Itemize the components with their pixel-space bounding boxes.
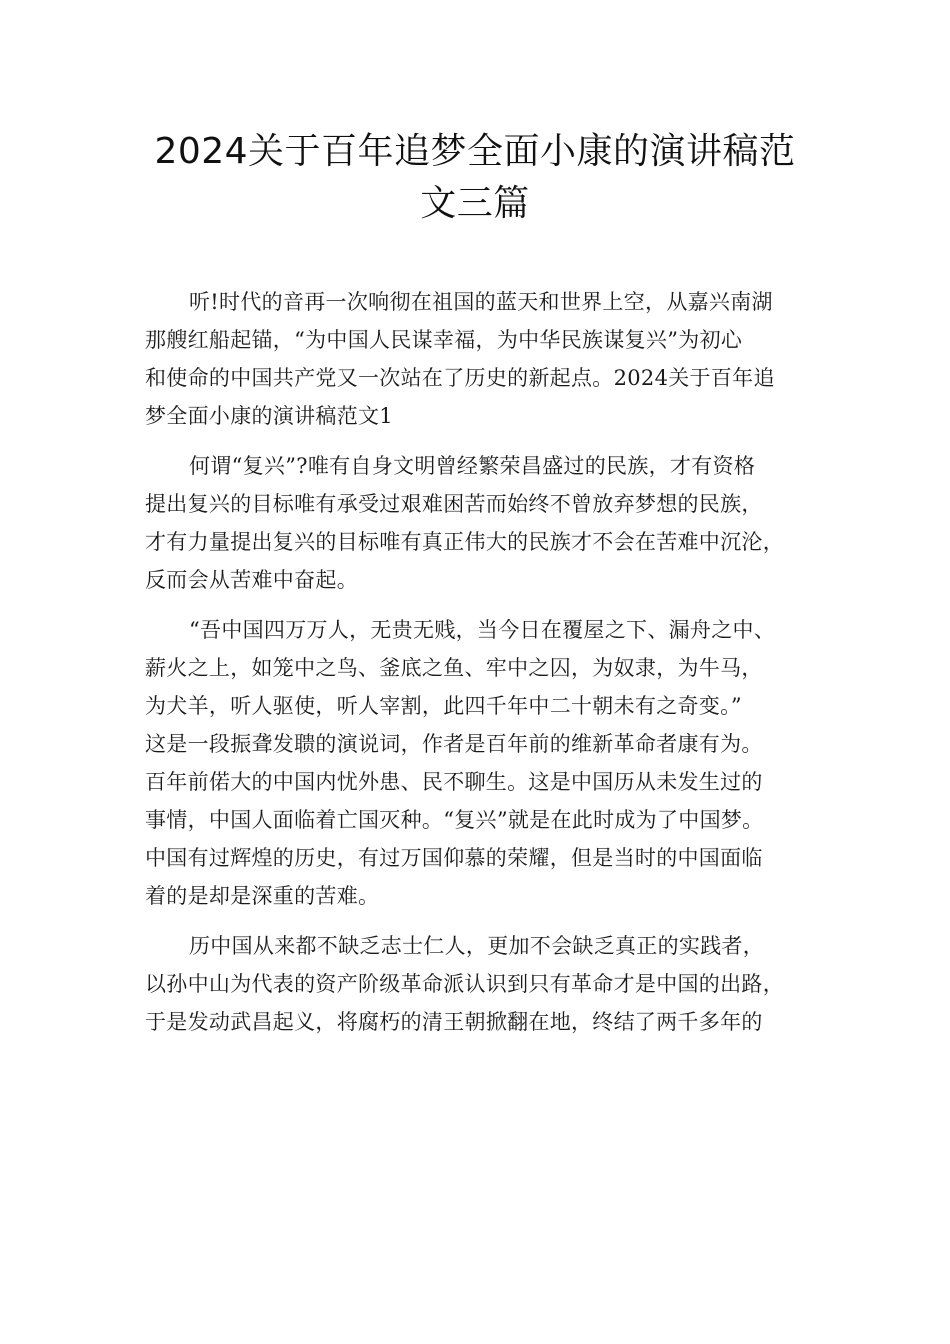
text-line: 中国有过辉煌的历史，有过万国仰慕的荣耀，但是当时的中国面临 [145, 846, 763, 870]
text-line: 提出复兴的目标唯有承受过艰难困苦而始终不曾放弃梦想的民族， [145, 492, 763, 516]
paragraph-3 [145, 611, 835, 915]
text-line: 才有力量提出复兴的目标唯有真正伟大的民族才不会在苦难中沉沦， [145, 530, 784, 554]
paragraph-1 [145, 283, 835, 435]
text-line: 这是一段振聋发聩的演说词，作者是百年前的维新革命者康有为。 [145, 732, 763, 756]
paragraph-2 [145, 447, 835, 599]
text-line: 听!时代的音再一次响彻在祖国的蓝天和世界上空，从嘉兴南湖 [189, 290, 773, 314]
text-line: 历中国从来都不缺乏志士仁人，更加不会缺乏真正的实践者， [189, 934, 765, 958]
title-line: 2024关于百年追梦全面小康的演讲稿范 [154, 131, 796, 172]
text-line: 百年前偌大的中国内忧外患、民不聊生。这是中国历从未发生过的 [145, 770, 763, 794]
text-line: 于是发动武昌起义，将腐朽的清王朝掀翻在地，终结了两千多年的 [145, 1010, 763, 1034]
text-line: 薪火之上，如笼中之鸟、釜底之鱼、牢中之囚，为奴隶，为牛马， [145, 656, 763, 680]
document-body [145, 283, 835, 1053]
text-line: 和使命的中国共产党又一次站在了历史的新起点。2024关于百年追 [145, 366, 775, 390]
text-line: 反而会从苦难中奋起。 [145, 568, 358, 592]
text-line: 那艘红船起锚，“为中国人民谋幸福，为中华民族谋复兴”为初心 [145, 328, 743, 352]
title-line: 文三篇 [420, 183, 530, 224]
paragraph-4 [145, 927, 835, 1041]
document-title [120, 126, 830, 230]
text-line: 为犬羊，听人驱使，听人宰割，此四千年中二十朝未有之奇变。” [145, 694, 742, 718]
text-line: 何谓“复兴”?唯有自身文明曾经繁荣昌盛过的民族，才有资格 [189, 454, 756, 478]
text-line: “吾中国四万万人，无贵无贱，当今日在覆屋之下、漏舟之中、 [189, 618, 776, 642]
text-line: 以孙中山为代表的资产阶级革命派认识到只有革命才是中国的出路， [145, 972, 784, 996]
text-line: 梦全面小康的演讲稿范文1 [145, 404, 393, 428]
text-line: 着的是却是深重的苦难。 [145, 884, 380, 908]
text-line: 事情，中国人面临着亡国灭种。“复兴”就是在此时成为了中国梦。 [145, 808, 764, 832]
